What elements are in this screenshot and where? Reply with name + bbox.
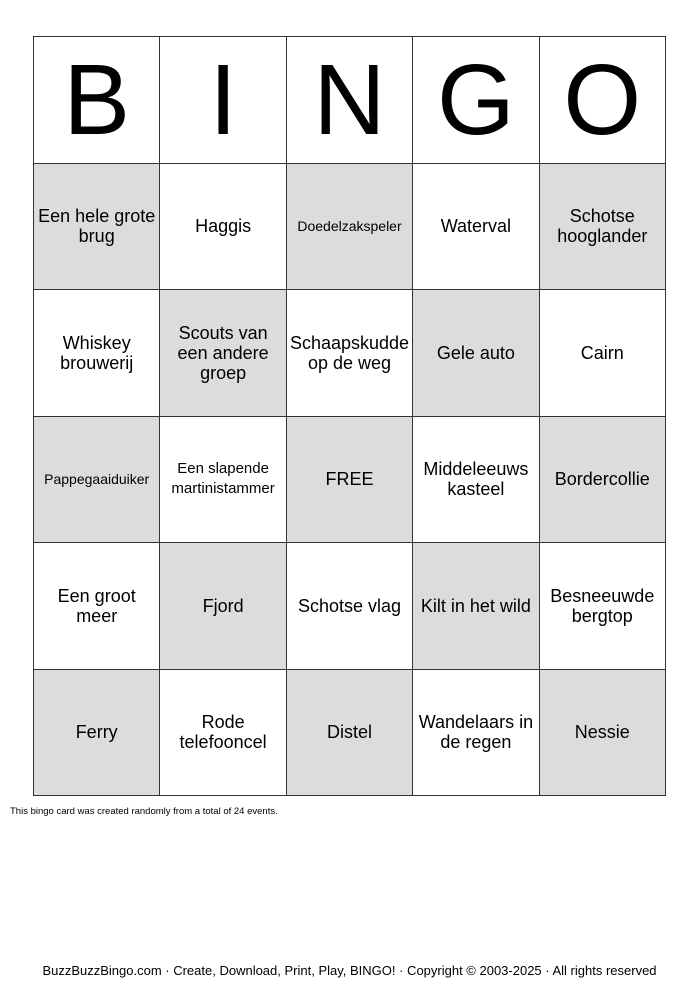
bingo-square: Whiskey brouwerij (34, 290, 160, 417)
bingo-square: Schotse vlag (287, 543, 413, 670)
bingo-square: Waterval (413, 164, 539, 291)
bingo-square: Een hele grote brug (34, 164, 160, 291)
bingo-square: Een groot meer (34, 543, 160, 670)
bingo-square: Cairn (540, 290, 666, 417)
bingo-square: Een slapende martinistammer (160, 417, 286, 544)
bingo-free-square: FREE (287, 417, 413, 544)
bingo-square: Gele auto (413, 290, 539, 417)
footer-copyright: BuzzBuzzBingo.com · Create, Download, Print, Play, BINGO! · Copyright © 2003-2025 · All rights reserved (42, 963, 657, 978)
header-letter-n: N (287, 37, 413, 164)
bingo-square: Schaapskudde op de weg (287, 290, 413, 417)
bingo-square: Schotse hooglander (540, 164, 666, 291)
bingo-square: Distel (287, 670, 413, 797)
bingo-square: Wandelaars in de regen (413, 670, 539, 797)
generation-note: This bingo card was created randomly from a total of 24 events. (10, 806, 278, 817)
header-letter-i: I (160, 37, 286, 164)
bingo-square: Rode telefooncel (160, 670, 286, 797)
bingo-square: Bordercollie (540, 417, 666, 544)
bingo-square: Scouts van een andere groep (160, 290, 286, 417)
bingo-square: Besneeuwde bergtop (540, 543, 666, 670)
bingo-card (33, 36, 666, 796)
header-letter-g: G (413, 37, 539, 164)
bingo-square: Middeleeuws kasteel (413, 417, 539, 544)
header-letter-b: B (34, 37, 160, 164)
bingo-square: Kilt in het wild (413, 543, 539, 670)
bingo-square: Ferry (34, 670, 160, 797)
bingo-square: Nessie (540, 670, 666, 797)
bingo-square: Pappegaaiduiker (34, 417, 160, 544)
bingo-square: Doedelzakspeler (287, 164, 413, 291)
bingo-square: Fjord (160, 543, 286, 670)
bingo-square: Haggis (160, 164, 286, 291)
header-letter-o: O (540, 37, 666, 164)
